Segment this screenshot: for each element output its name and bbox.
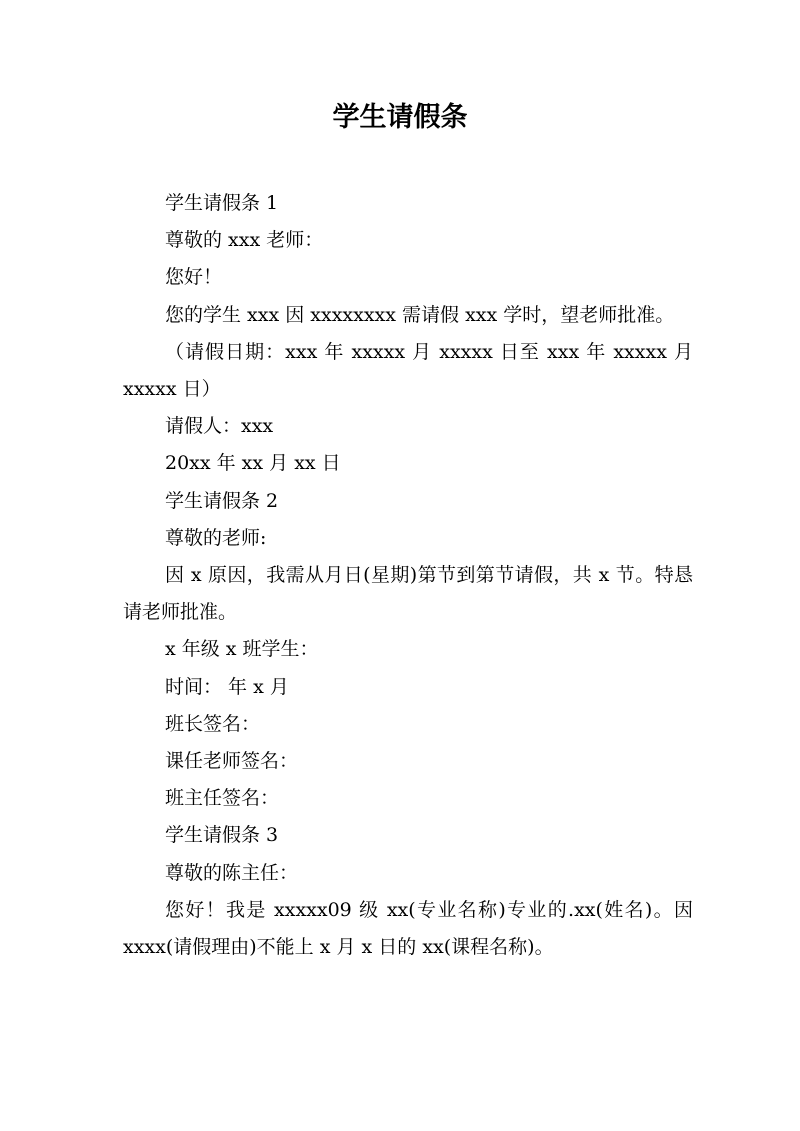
paragraph: 您好！ — [165, 266, 223, 289]
document-title: 学生请假条 — [332, 102, 468, 133]
paragraph: 20xx 年 xx 月 xx 日 — [165, 452, 341, 475]
paragraph: 尊敬的老师: — [165, 526, 267, 549]
paragraph: 尊敬的 xxx 老师： — [165, 229, 324, 252]
paragraph: （请假日期：xxx 年 xxxxx 月 xxxxx 日至 xxx 年 xxxxx 月 xxxxx 日） — [123, 340, 693, 401]
paragraph: 学生请假条 1 — [165, 192, 279, 214]
paragraph: 因 x 原因，我需从月日(星期)第节到第节请假，共 x 节。特恳请老师批准。 — [123, 564, 693, 624]
document-body — [123, 185, 693, 966]
paragraph: 学生请假条 3 — [165, 824, 279, 847]
paragraph: 尊敬的陈主任： — [165, 861, 299, 884]
paragraph: 学生请假条 2 — [165, 489, 279, 512]
paragraph: x 年级 x 班学生： — [165, 638, 319, 661]
paragraph: 时间： 年 x 月 — [165, 675, 289, 698]
paragraph: 班主任签名： — [165, 787, 280, 810]
paragraph: 课任老师签名： — [165, 750, 299, 773]
paragraph: 请假人：xxx — [165, 415, 274, 438]
paragraph: 您的学生 xxx 因 xxxxxxxx 需请假 xxx 学时，望老师批准。 — [165, 303, 675, 326]
paragraph: 班长签名： — [165, 712, 261, 735]
paragraph: 您好！我是 xxxxx09 级 xx(专业名称)专业的.xx(姓名)。因 xxxx(请假理由)不能上 x 月 x 日的 xx(课程名称)。 — [123, 898, 693, 959]
